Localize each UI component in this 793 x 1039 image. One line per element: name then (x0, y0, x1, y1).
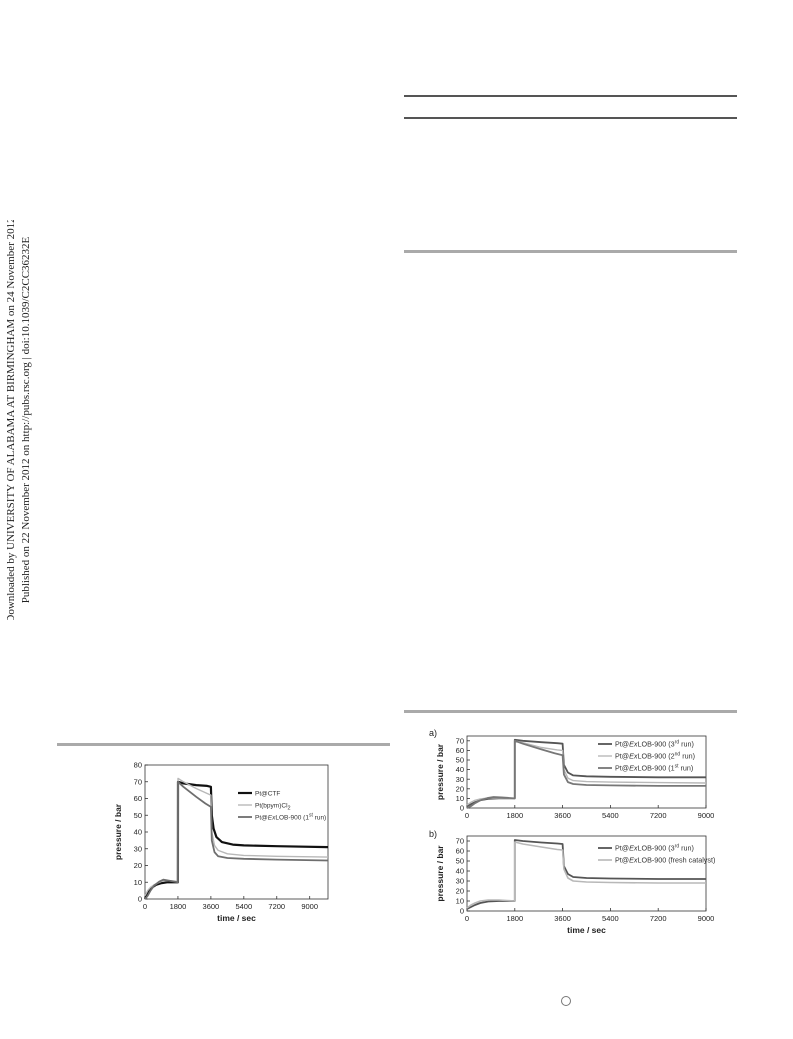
y-tick-label: 0 (137, 894, 142, 904)
y-tick-label: 50 (455, 755, 464, 765)
y-tick-label: 30 (133, 844, 142, 854)
legend-label: $Pt(bpym)Cl_2$ (255, 802, 291, 812)
series-line (467, 740, 706, 806)
y-tick-label: 40 (455, 866, 464, 876)
y-tick-label: 10 (133, 877, 142, 887)
x-tick-label: 9000 (697, 811, 715, 820)
series-line (467, 741, 706, 805)
y-tick-label: 50 (133, 810, 142, 820)
panel-label: a) (429, 728, 438, 738)
y-tick-label: 70 (133, 777, 142, 787)
x-tick-label: 0 (142, 902, 148, 911)
legend-label: Pt@CTF (255, 790, 281, 798)
y-tick-label: 10 (455, 896, 464, 906)
y-tick-label: 60 (455, 846, 464, 856)
pressure-time-chart-a (405, 726, 725, 828)
y-tick-label: 0 (459, 906, 464, 916)
x-tick-label: 3600 (554, 811, 571, 820)
y-tick-label: 10 (455, 794, 464, 803)
y-tick-label: 60 (455, 746, 464, 755)
y-tick-label: 40 (133, 827, 142, 837)
y-tick-label: 80 (133, 760, 142, 770)
y-tick-label: 0 (459, 803, 464, 813)
legend-label: Pt@ExLOB-900 (3rd run) (615, 739, 694, 749)
x-tick-label: 9000 (301, 902, 319, 911)
x-tick-label: 5400 (602, 811, 619, 820)
plot-frame (145, 765, 328, 899)
table-top-rule (404, 95, 737, 97)
y-tick-label: 30 (455, 774, 464, 784)
section-rule-right-2 (404, 710, 737, 713)
y-tick-label: 70 (455, 736, 464, 746)
panel-label: b) (429, 829, 438, 839)
x-tick-label: 0 (464, 914, 470, 923)
download-notice-line1: Downloaded by UNIVERSITY OF ALABAMA AT BIRMINGHAM on 24 November 2012 (5, 220, 17, 620)
legend-label: Pt@ExLOB-900 (1st run) (255, 812, 327, 822)
x-tick-label: 7200 (649, 914, 667, 923)
y-tick-label: 40 (455, 765, 464, 775)
y-tick-label: 30 (455, 876, 464, 886)
x-tick-label: 5400 (235, 902, 253, 911)
x-axis-label: time / sec (567, 925, 606, 935)
section-rule-right-1 (404, 250, 737, 253)
series-line (145, 782, 328, 899)
x-tick-label: 1800 (506, 914, 524, 923)
x-tick-label: 5400 (602, 914, 619, 923)
download-notice (2, 220, 34, 620)
publication-notice-line2: Published on 22 November 2012 on http://pubs.rsc.org | doi:10.1039/C2CC36232E (20, 236, 32, 604)
x-tick-label: 3600 (554, 914, 571, 923)
y-tick-label: 20 (455, 886, 464, 896)
y-axis-label: pressure / bar (113, 803, 123, 861)
y-tick-label: 20 (133, 861, 142, 871)
page-mark-circle (561, 996, 571, 1006)
y-tick-label: 70 (455, 836, 464, 846)
x-tick-label: 3600 (202, 902, 220, 911)
x-tick-label: 7200 (268, 902, 286, 911)
y-tick-label: 60 (133, 794, 142, 804)
y-axis-label: pressure / bar (435, 845, 445, 902)
x-tick-label: 0 (464, 811, 470, 820)
x-axis-label: time / sec (217, 913, 256, 923)
y-tick-label: 20 (455, 784, 464, 794)
table-header-rule (404, 117, 737, 119)
legend-label: Pt@ExLOB-900 (3rd run) (615, 843, 694, 853)
legend-label: Pt@ExLOB-900 (1st run) (615, 763, 694, 773)
x-tick-label: 1800 (506, 811, 524, 820)
legend-label: Pt@ExLOB-900 (fresh catalyst) (615, 855, 716, 865)
y-tick-label: 50 (455, 856, 464, 866)
y-axis-label: pressure / bar (435, 743, 445, 801)
x-tick-label: 7200 (649, 811, 667, 820)
series-line (145, 778, 328, 895)
pressure-time-chart-left (100, 755, 340, 925)
pressure-time-chart-b (405, 828, 725, 944)
section-rule-left (57, 743, 390, 746)
x-tick-label: 9000 (697, 914, 715, 923)
legend-label: Pt@ExLOB-900 (2nd run) (615, 751, 695, 761)
x-tick-label: 1800 (169, 902, 187, 911)
